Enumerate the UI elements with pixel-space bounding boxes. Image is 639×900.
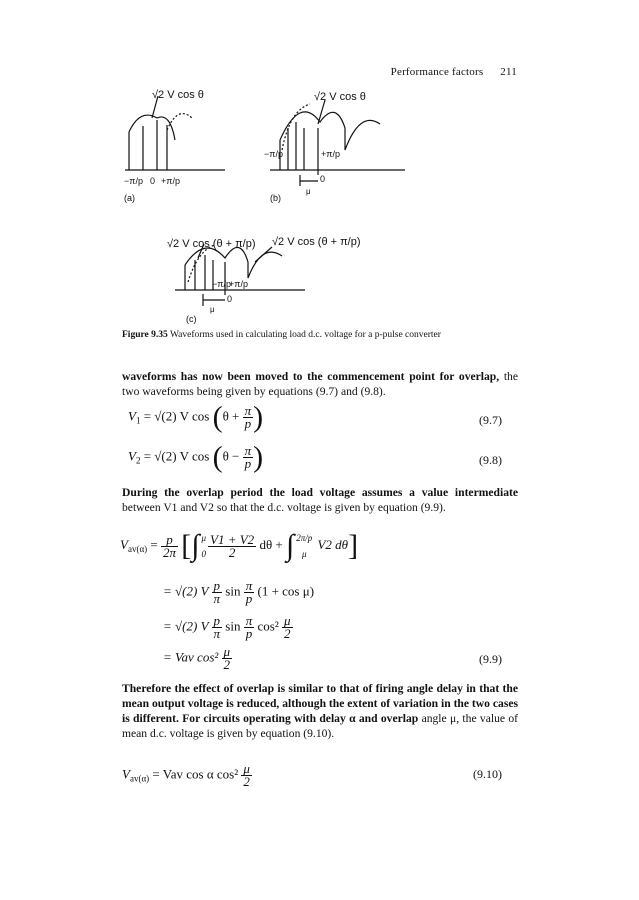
panel-b-neg-tick: −π/p [264, 149, 283, 159]
panel-c-mu: μ [210, 305, 215, 314]
panel-c-pos-tick: +π/p [229, 279, 248, 289]
paragraph-1-bold: waveforms has now been moved to the commencement point for overlap, [122, 370, 500, 383]
panel-b-pos-tick: +π/p [321, 149, 340, 159]
waveform-figure [0, 0, 639, 345]
equation-9-9-line-3: = √(2) V $\frac{p}{\pi}$ sin $\frac{\pi}{p}$ cos² $\frac{\mu}{2}$ [163, 613, 291, 641]
equation-9-9-number: (9.9) [479, 652, 502, 666]
panel-c-waveform [175, 244, 305, 306]
panel-b-zero: 0 [320, 174, 326, 184]
panel-c-neg-tick: −π/p [212, 279, 231, 289]
paragraph-3-bold: Therefore the effect of overlap is similar to that of firing angle delay in that the mean output voltage is reduced, although the extent of variation in the two cases is different. For circuits operating with delay α and overlap [122, 682, 518, 725]
equation-9-8: $V_2 = √(2)$ V cos (θ − $\frac{\pi}{p}$ ) [128, 440, 264, 474]
panel-a-wave-label: √2 V cos θ [152, 89, 204, 101]
equation-9-8-number: (9.8) [479, 453, 502, 467]
panel-a-zero: 0 [150, 176, 156, 186]
equation-9-7: $V_1 = √(2)$ V cos (θ + $\frac{\pi}{p}$ ) [128, 400, 264, 434]
panel-c-wave-label-right: √2 V cos (θ + π/p) [272, 236, 361, 248]
equation-9-10: $V_{av(\alpha)}$ = Vav cos α cos² $\frac{\mu}{2}$ [122, 761, 250, 789]
panel-b-mu: μ [306, 187, 311, 196]
caption-label: Figure 9.35 [122, 330, 168, 340]
equation-9-9-line-2: = √(2) V $\frac{p}{\pi}$ sin $\frac{\pi}{p}$ (1 + cos μ) [163, 578, 315, 606]
panel-c-wave-label-left: √2 V cos (θ + π/p) [167, 238, 256, 250]
page-number: 211 [500, 66, 517, 78]
panel-b-wave-label: √2 V cos θ [314, 91, 366, 103]
equation-9-10-number: (9.10) [473, 767, 502, 781]
panel-b-waveform [270, 100, 405, 186]
panel-c-label: (c) [186, 314, 197, 324]
paragraph-1-normal: the two waveforms being given by equations (9.7) and (9.8). [122, 370, 518, 398]
panel-b-label: (b) [270, 193, 281, 203]
equation-9-9-line-1: $V_{av(\alpha)}$ = $\frac{p}{2\pi}$ [∫ μ 0 $\frac{V1 + V2}{2}$ dθ + ∫ 2π/p μ V2 dθ] [120, 529, 359, 562]
panel-c-zero: 0 [227, 294, 233, 304]
paragraph-3 [122, 681, 518, 741]
equation-9-7-number: (9.7) [479, 413, 502, 427]
panel-a-label: (a) [124, 193, 135, 203]
panel-a-neg-tick: −π/p [124, 176, 143, 186]
panel-a-pos-tick: +π/p [161, 176, 180, 186]
panel-a-waveform [125, 96, 225, 170]
paragraph-2-bold: During the overlap period the load voltage assumes a value intermediate [122, 486, 518, 499]
paragraph-2 [122, 485, 518, 515]
paragraph-3-normal: angle μ, the value of mean d.c. voltage is given by equation (9.10). [122, 712, 518, 740]
header-title: Performance factors [390, 66, 484, 78]
paragraph-2-normal: between V1 and V2 so that the d.c. voltage is given by equation (9.9). [122, 501, 446, 514]
equation-9-9-line-4: = Vav cos² $\frac{\mu}{2}$ [163, 644, 231, 672]
figure-caption [122, 330, 441, 340]
paragraph-1 [122, 369, 518, 399]
caption-text: Waveforms used in calculating load d.c. voltage for a p-pulse converter [169, 330, 441, 340]
